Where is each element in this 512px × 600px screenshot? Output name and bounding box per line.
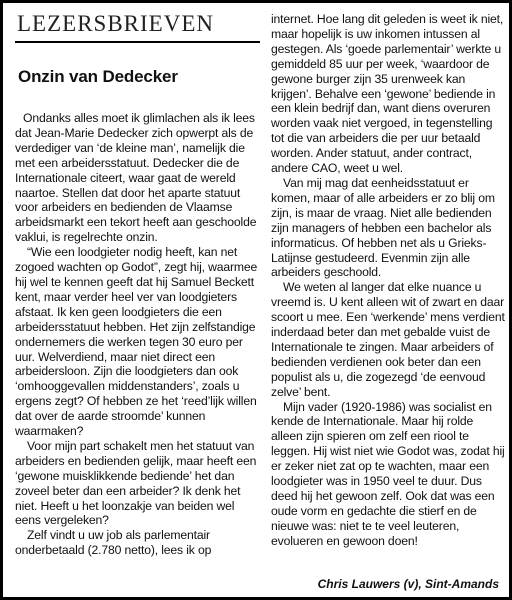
right-column — [271, 12, 507, 549]
section-title: LEZERSBRIEVEN — [17, 11, 214, 36]
paragraph: Zelf vindt u uw job als parlementair onderbetaald (2.780 netto), lees ik op — [15, 528, 212, 558]
paragraph: We weten al langer dat elke nuance u vreemd is. U kent alleen wit of zwart en daar scoort u mee. Een ‘werkende’ mens verdient inderdaad beter dan met gebalde vuist de Internationale te zingen. Maar arbeiders of bedienden verdienen ook beter dan een populist als u, die zogezegd ‘de eenvoud zelve’ bent. — [271, 280, 505, 399]
paragraph: internet. Hoe lang dit geleden is weet ik niet, maar hopelijk is uw inkomen intussen al gestegen. Als ‘goede parlementair’ werkte u gemiddeld 85 uur per week, ‘waardoor de gewone burger zijn 35 urenweek kan krijgen’. Behalve een ‘gewone’ bediende in een klein bedrijf dan, want diens overuren worden vaak niet vergoed, in tegenstelling tot die van arbeiders die per uur betaald worden. Ander statuut, ander contract, andere CAO, weet u wel. — [271, 12, 504, 176]
paragraph: Van mij mag dat eenheidsstatuut er komen, maar of alle arbeiders er zo blij om zijn, is maar de vraag. Niet alle bedienden zijn managers of hebben een bachelor als informaticus. Of hebben net als u Grieks-Latijnse gestudeerd. Evenmin zijn alle arbeiders geschoold. — [271, 175, 495, 280]
headline: Onzin van Dedecker — [18, 67, 178, 86]
author-signature: Chris Lauwers (v), Sint-Amands — [317, 577, 499, 591]
left-column — [15, 11, 260, 558]
paragraph: Mijn vader (1920-1986) was socialist en kende de Internationale. Maar hij rolde alleen zijn spieren om zelf een riool te leggen. Hij wist niet wie Godot was, zodat hij er zeker niet zat op te wachten, maar een loodgieter was in 1950 veel te duur. Dus deed hij het gewoon zelf. Ook dat was een oude vorm en gedachte die stierf en de nieuwe was: niet te te veel leuteren, evolueren en gewoon doen! — [271, 399, 505, 548]
paragraph: Voor mijn part schakelt men het statuut van arbeiders en bedienden gelijk, maar heeft een ‘gewone muisklikkende bediende’ het dan zoveel beter dan een arbeider? Ik denk het niet. Heeft u het loonzakje van beiden wel eens vergeleken? — [15, 438, 257, 528]
paragraph: Ondanks alles moet ik glimlachen als ik lees dat Jean-Marie Dedecker zich opwerpt als de verdediger van ‘de kleine man’, namelijk die met een arbeidersstatuut. Dedecker die de Internationale citeert, waar gaat de wereld naartoe. Stellen dat door het aparte statuut voor arbeiders en bedienden de Vlaamse arbeidsmarkt een tekort heeft aan geschoolde vaklui, is regelrechte onzin. — [15, 111, 257, 245]
paragraph: “Wie een loodgieter nodig heeft, kan net zogoed wachten op Godot”, zegt hij, waarmee hij wel te kennen geeft dat hij Samuel Beckett kent, maar verder heel ver van loodgieters afstaat. Ik ken geen loodgieters die een arbeidersstatuut hebben. Het zijn zelfstandige ondernemers die werken tegen 30 euro per uur. Welverdiend, maar niet direct een arbeidersloon. Zijn die loodgieters dan ook ‘omhooggevallen middenstanders’, zoals u ergens zegt? Of hebben ze het ‘reed’lijk willen dat over de aarde stroomde’ kunnen waarmaken? — [15, 245, 258, 439]
title-rule — [15, 41, 260, 43]
